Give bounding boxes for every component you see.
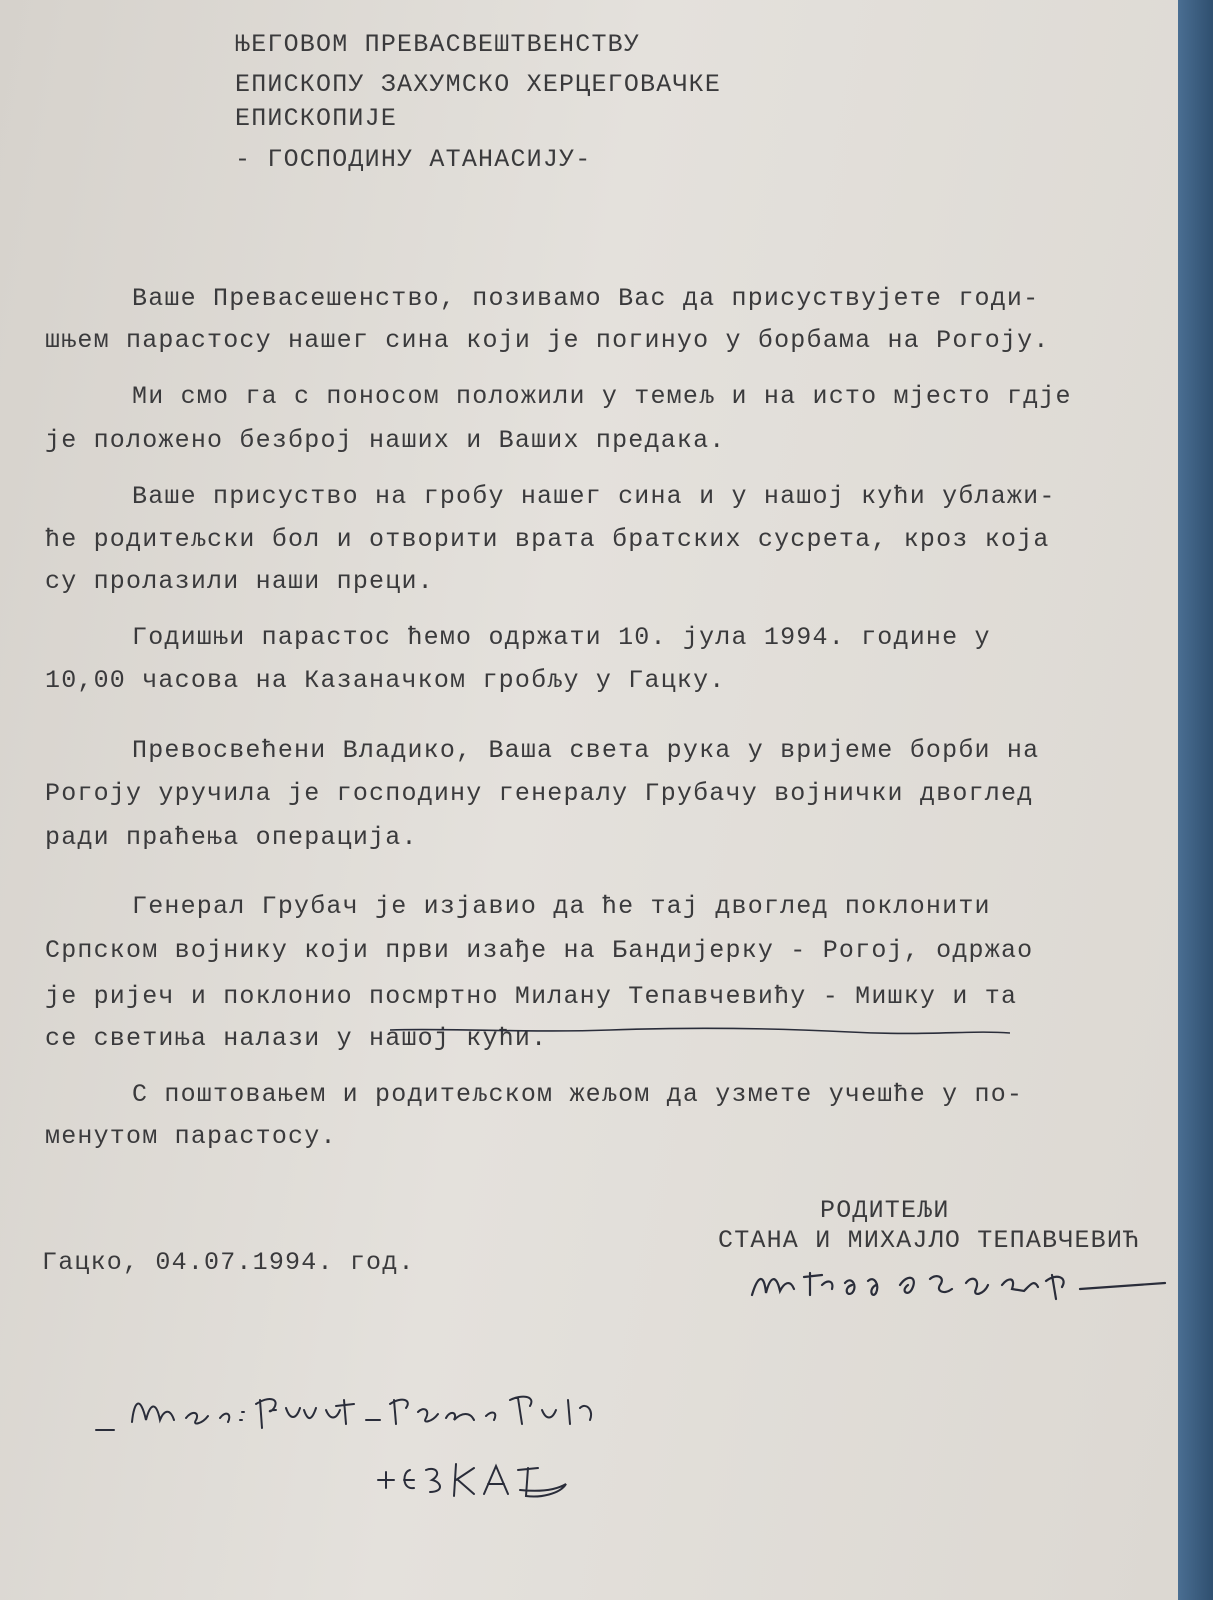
body-line: Рогоју уручила је господину генералу Грубачу војнички двоглед: [45, 779, 1034, 808]
body-line: Годишњи парастос ћемо одржати 10. јула 1994. године у: [132, 623, 991, 652]
body-line: је ријеч и поклонио посмртно Милану Тепавчевићу - Мишку и та: [45, 982, 1018, 1011]
body-line: Ми смо га с поносом положили у темељ и на исто мјесто гдје: [132, 382, 1072, 411]
header-recipient-title: ЊЕГОВОМ ПРЕВАСВЕШТВЕНСТВУ: [235, 30, 641, 59]
handwritten-underline: [390, 1027, 1010, 1035]
body-line: ће родитељски бол и отворити врата братских сусрета, кроз која: [45, 525, 1050, 554]
closing-names: СТАНА И МИХАЈЛО ТЕПАВЧЕВИЋ: [718, 1226, 1140, 1255]
body-line: се светиња налази у нашој кући.: [45, 1024, 548, 1053]
body-line: шњем парастосу нашег сина који је погинуо у борбама на Рогоју.: [45, 326, 1050, 355]
body-line: Превосвећени Владико, Ваша света рука у вријеме борби на: [132, 736, 1040, 765]
closing-role: РОДИТЕЉИ: [820, 1196, 950, 1225]
handwritten-note: [90, 1380, 620, 1445]
place-and-date: Гацко, 04.07.1994. год.: [42, 1248, 415, 1277]
body-line: С поштовањем и родитељском жељом да узмете учешће у по-: [132, 1080, 1024, 1109]
header-recipient-office: ЕПИСКОПУ ЗАХУМСКО ХЕРЦЕГОВАЧКЕ: [235, 70, 722, 99]
body-line: ради праћења операција.: [45, 823, 418, 852]
body-line: 10,00 часова на Казаначком гробљу у Гацку.: [45, 666, 726, 695]
body-line: су пролазили наши преци.: [45, 567, 434, 596]
body-line: менутом парастосу.: [45, 1122, 337, 1151]
body-line: Ваше Превасешенство, позивамо Вас да присуствујете годи-: [132, 284, 1040, 313]
header-recipient-name: - ГОСПОДИНУ АТАНАСИЈУ-: [235, 145, 592, 174]
background-edge: [1178, 0, 1213, 1600]
body-line: Српском војнику који први изађе на Бандијерку - Рогој, одржао: [45, 936, 1034, 965]
handwritten-initials: [370, 1450, 580, 1510]
handwritten-signature: [740, 1255, 1170, 1310]
header-recipient-eparchy: ЕПИСКОПИЈЕ: [235, 104, 398, 133]
body-line: Ваше присуство на гробу нашег сина и у нашој кући ублажи-: [132, 482, 1056, 511]
body-line: је положено безброј наших и Ваших предака.: [45, 426, 726, 455]
body-line: Генерал Грубач је изјавио да ће тај двоглед поклонити: [132, 892, 991, 921]
